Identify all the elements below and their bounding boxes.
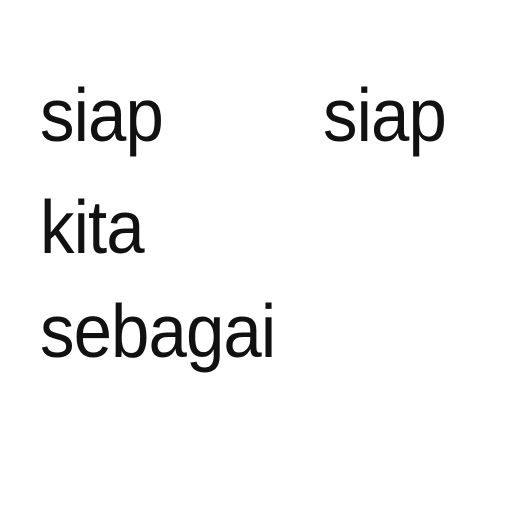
word-siap-right: siap: [323, 73, 446, 157]
word-sebagai: sebagai: [40, 289, 276, 373]
word-siap-left: siap: [40, 73, 163, 157]
word-kita: kita: [40, 185, 144, 269]
